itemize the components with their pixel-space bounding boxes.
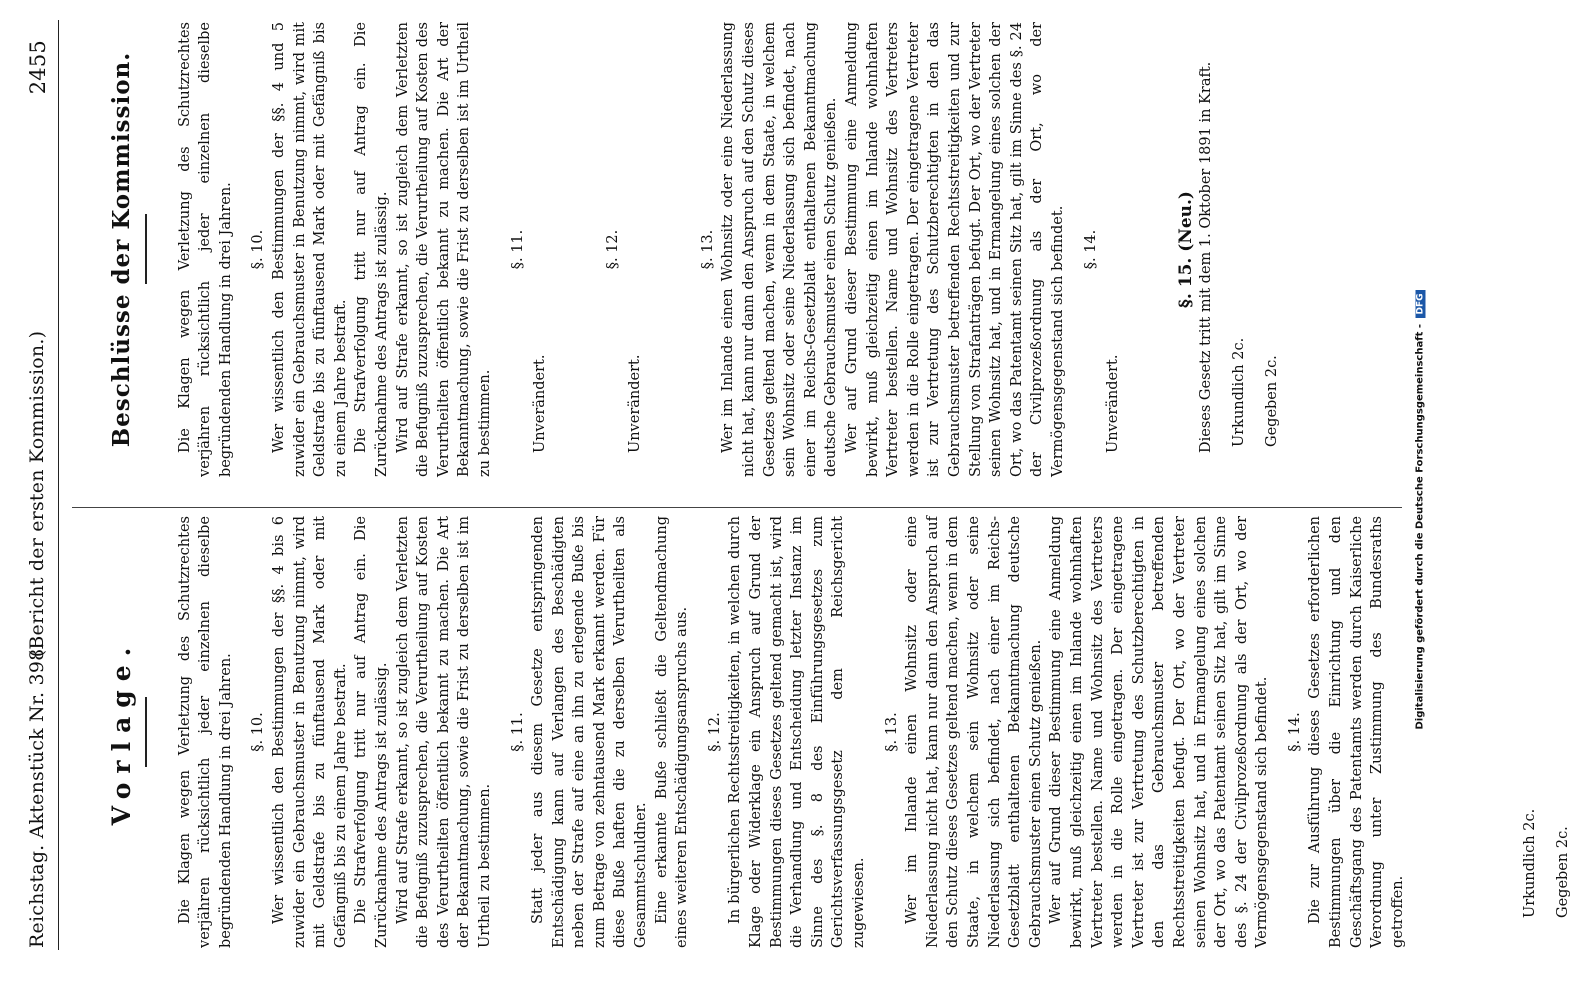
left-s13-title: §. 13. xyxy=(883,712,900,752)
left-s13-p1: Wer im Inlande einen Wohnsitz oder eine Niederlassung nicht hat, kann nur dann den Anspruch auf den Schutz dieses Gesetzes geltend machen, wenn in dem Staate, in welchem sein Wohnsitz oder seine Niederlassung sich befindet, nach einer im Reichs-Gesetzblatt enthaltenen Bekanntmachung deutsche Gebrauchsmuster einen Schutz genießen. xyxy=(904,516,1044,948)
right-s10-title: §. 10. xyxy=(250,229,267,270)
left-s11-p1: Statt jeder aus diesem Gesetze entspringenden Entschädigung kann auf Verlangen des Beschädigten neben der Strafe auf eine an ihn zu erlegende Buße bis zum Betrage von zehntausend Mark erkannt werden. Für diese Buße haften die zu derselben Verurtheilten als Gesammtschuldner. xyxy=(530,516,650,948)
right-closing-2: Gegeben 2c. xyxy=(1263,355,1280,447)
right-heading-underline xyxy=(145,215,147,285)
right-closing-1: Urkundlich 2c. xyxy=(1230,337,1247,447)
left-s11-title: §. 11. xyxy=(509,712,526,752)
right-s12-text: Unverändert. xyxy=(627,354,644,453)
right-s12-title: §. 12. xyxy=(604,229,621,270)
left-heading: Vorlage. xyxy=(107,638,136,826)
right-s15-title: §. 15. (Neu.) xyxy=(1175,191,1196,308)
left-s10-p2: Die Strafverfolgung tritt nur auf Antrag ein. Die Zurücknahme des Antrags ist zulässig. xyxy=(353,516,390,948)
left-s14-title: §. 14. xyxy=(1286,712,1303,752)
left-s13-p2: Wer auf Grund dieser Bestimmung eine Anmeldung bewirkt, muß gleichzeitig einen im Inlande wohnhaften Vertreter bestellen. Name und Wohnsitz des Vertreters werden in die Rolle eingetragen. Der eingetragene Vertreter ist zur Vertretung des Schutzberechtigten in den das Gebrauchsmuster betreffenden Rechtsstreitigkeiten befugt. Der Ort, wo der Vertreter seinen Wohnsitz hat, und in Ermangelung eines solchen der Ort, wo das Patentamt seinen Sitz hat, gilt im Sinne des §. 24 der Civilprozeßordnung als der Ort, wo der Vermögensgegenstand sich befindet. xyxy=(1048,516,1271,948)
left-s12-title: §. 12. xyxy=(706,712,723,752)
column-divider xyxy=(72,507,1402,508)
left-heading-underline xyxy=(145,697,147,767)
right-s14-text: Unverändert. xyxy=(1105,354,1122,453)
left-closing-2: Gegeben 2c. xyxy=(1555,826,1572,918)
left-s11-p2: Eine erkannte Buße schließt die Geltendmachung eines weiteren Entschädigungsanspruchs aus. xyxy=(653,516,691,948)
right-column xyxy=(70,22,1282,477)
right-heading: Beschlüsse der Kommission. xyxy=(108,51,135,448)
left-intro: Die Klagen wegen Verletzung des Schutzrechtes verjähren rücksichtlich jeder einzelnen dieselbe begründenden Handlung in drei Jahren. xyxy=(176,516,234,948)
digitization-credit xyxy=(1410,40,1430,980)
right-s13-p1: Wer im Inlande einen Wohnsitz oder eine Niederlassung nicht hat, kann nur dann den Anspruch auf den Schutz dieses Gesetzes geltend machen, wenn in dem Staate, in welchem sein Wohnsitz oder seine Niederlassung sich befindet, nach einer im Reichs-Gesetzblatt enthaltenen Bekanntmachung deutsche Gebrauchsmuster einen Schutz genießen. xyxy=(720,22,840,477)
header-middle: (Bericht der ersten Kommission.) xyxy=(26,330,48,658)
left-s10-title: §. 10. xyxy=(250,712,267,752)
credit-text: Digitalisierung gefördert durch die Deutsche Forschungsgemeinschaft - xyxy=(1414,324,1426,730)
right-s10-p3: Wird auf Strafe erkannt, so ist zugleich dem Verletzten die Befugniß zuzusprechen, die Verurtheilung auf Kosten des Verurtheilten öffentlich bekannt zu machen. Die Art der Bekanntmachung, sowie die Frist zu derselben ist im Urtheil zu bestimmen. xyxy=(394,22,493,477)
header-rule xyxy=(58,20,59,950)
header-left: Reichstag. Aktenstück Nr. 398. xyxy=(26,642,48,948)
right-s13-title: §. 13. xyxy=(699,229,716,270)
left-closing-1: Urkundlich 2c. xyxy=(1522,808,1539,918)
left-s10-p3: Wird auf Strafe erkannt, so ist zugleich dem Verletzten die Befugniß zuzusprechen, die Verurtheilung auf Kosten des Verurtheilten öffentlich bekannt zu machen. Die Art der Bekanntmachung, sowie die Frist zu derselben ist im Urtheil zu bestimmen. xyxy=(394,516,493,948)
right-s14-title: §. 14. xyxy=(1082,229,1099,270)
right-s11-text: Unverändert. xyxy=(532,354,549,453)
page-header xyxy=(20,40,60,948)
right-s11-title: §. 11. xyxy=(509,229,526,270)
right-s13-p2: Wer auf Grund dieser Bestimmung eine Anmeldung bewirkt, muß gleichzeitig einen im Inlande wohnhaften Vertreter bestellen. Name und Wohnsitz des Vertreters werden in die Rolle eingetragen. Der eingetragene Vertreter ist zur Vertretung des Schutzberechtigten in den das Gebrauchsmuster betreffenden Rechtsstreitigkeiten und zur Stellung von Strafanträgen befugt. Der Ort, wo der Vertreter seinen Wohnsitz hat, und in Ermangelung eines solchen der Ort, wo das Patentamt seinen Sitz hat, gilt im Sinne des §. 24 der Civilprozeßordnung als der Ort, wo der Vermögensgegenstand sich befindet. xyxy=(844,22,1066,477)
right-s10-p2: Die Strafverfolgung tritt nur auf Antrag ein. Die Zurücknahme des Antrags ist zulässig. xyxy=(353,22,390,477)
dfg-logo: DFG xyxy=(1416,291,1426,318)
page-number: 2455 xyxy=(26,40,50,95)
right-s15-text: Dieses Gesetz tritt mit dem 1. Oktober 1891 in Kraft. xyxy=(1198,61,1215,453)
left-s10-p1: Wer wissentlich den Bestimmungen der §§. 4 bis 6 zuwider ein Gebrauchsmuster in Benutzung nimmt, wird mit Geldstrafe bis zu fünftausend Mark oder mit Gefängniß bis zu einem Jahre bestraft. xyxy=(270,516,349,948)
left-s12-p1: In bürgerlichen Rechtsstreitigkeiten, in welchen durch Klage oder Widerklage ein Anspruch auf Grund der Bestimmungen dieses Gesetzes geltend gemacht ist, wird die Verhandlung und Entscheidung letzter Instanz im Sinne des §. 8 des Einführungsgesetzes zum Gerichtsverfassungsgesetz dem Reichsgericht zugewiesen. xyxy=(727,516,867,948)
right-s10-p1: Wer wissentlich den Bestimmungen der §§. 4 und 5 zuwider ein Gebrauchsmuster in Benutzung nimmt, wird mit Geldstrafe bis zu fünftausend Mark oder mit Gefängniß bis zu einem Jahre bestraft. xyxy=(270,22,349,477)
right-intro: Die Klagen wegen Verletzung des Schutzrechtes verjähren rücksichtlich jeder einzelnen dieselbe begründenden Handlung in drei Jahren. xyxy=(176,22,234,477)
left-s14-p1: Die zur Ausführung dieses Gesetzes erforderlichen Bestimmungen über die Einrichtung und den Geschäftsgang des Patentamts werden durch Kaiserliche Verordnung unter Zustimmung des Bundesraths getroffen. xyxy=(1307,516,1406,948)
left-column xyxy=(70,516,1574,948)
